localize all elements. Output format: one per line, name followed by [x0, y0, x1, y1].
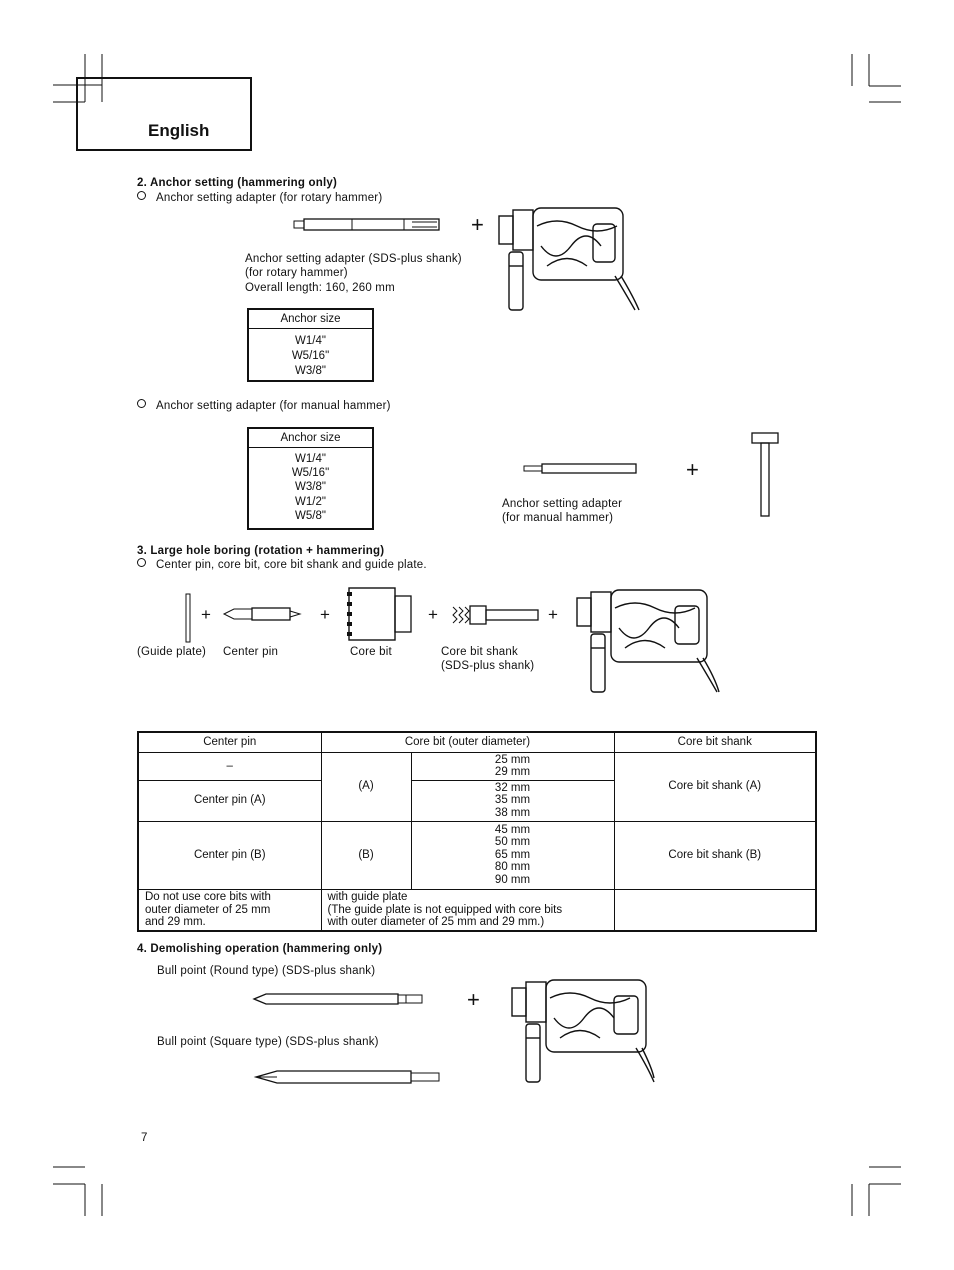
plus-sign: +	[428, 605, 439, 624]
core-bit-bullet: Center pin, core bit, core bit shank and guide plate.	[137, 558, 427, 572]
anchor-size-value: W1/2"	[295, 495, 326, 508]
table-header: Core bit shank	[614, 732, 816, 752]
bull-point-round-icon	[250, 991, 430, 1007]
plus-sign: +	[686, 457, 700, 482]
table-cell: 45 mm 50 mm 65 mm 80 mm 90 mm	[411, 821, 614, 889]
manual-anchor-size-table	[247, 427, 374, 530]
hammer-icon	[748, 430, 788, 520]
table-cell: Core bit shank (A)	[614, 752, 816, 821]
table-header: Center pin	[138, 732, 321, 752]
manual-adapter-bullet: Anchor setting adapter (for manual hammer)	[137, 399, 391, 413]
table-cell: Do not use core bits with outer diameter of 25 mm and 29 mm.	[138, 889, 321, 931]
plus-sign: +	[548, 605, 559, 624]
rotary-hammer-icon	[575, 588, 720, 698]
table-cell: Center pin (A)	[138, 780, 321, 821]
rotary-anchor-size-table	[247, 308, 374, 382]
rotary-hammer-icon	[497, 206, 642, 316]
anchor-size-value: W3/8"	[295, 365, 326, 377]
table-cell: Core bit shank (B)	[614, 821, 816, 889]
guide-plate-icon	[184, 592, 194, 644]
guide-plate-label: (Guide plate)	[137, 646, 207, 658]
rotary-adapter-caption: Anchor setting adapter (SDS-plus shank) (for rotary hammer) Overall length: 160, 260 mm	[245, 253, 462, 294]
bullet-circle-icon	[137, 399, 146, 408]
table-cell: 32 mm 35 mm 38 mm	[411, 780, 614, 821]
core-bit-label: Core bit	[350, 646, 392, 658]
language-box	[76, 77, 252, 151]
table-header: Core bit (outer diameter)	[321, 732, 614, 752]
anchor-size-value: W1/4"	[295, 335, 326, 347]
core-bit-icon	[345, 586, 417, 644]
bullet-circle-icon	[137, 191, 146, 200]
anchor-size-header: Anchor size	[249, 310, 372, 329]
anchor-size-value: W5/16"	[291, 467, 330, 480]
manual-adapter-caption: Anchor setting adapter (for manual hammer)	[502, 498, 623, 525]
bull-point-round-label: Bull point (Round type) (SDS-plus shank)	[157, 965, 376, 977]
core-bit-shank-sublabel: (SDS-plus shank)	[441, 660, 535, 672]
table-cell: 25 mm 29 mm	[411, 752, 614, 780]
table-cell: –	[138, 752, 321, 780]
rotary-hammer-icon	[510, 978, 655, 1088]
anchor-size-value: W3/8"	[295, 481, 326, 494]
rotary-adapter-bullet: Anchor setting adapter (for rotary hammer)	[137, 191, 382, 205]
table-cell: (A)	[321, 752, 411, 821]
anchor-size-value: W5/16"	[291, 350, 330, 362]
table-cell: (B)	[321, 821, 411, 889]
plus-sign: +	[320, 605, 331, 624]
table-cell: with guide plate (The guide plate is not equipped with core bits with outer diameter of 25 mm and 29 mm.)	[321, 889, 614, 931]
plus-sign: +	[471, 212, 485, 237]
anchor-size-value: W1/4"	[295, 453, 326, 465]
center-pin-icon	[222, 606, 304, 622]
bullet-circle-icon	[137, 558, 146, 567]
anchor-size-value: W5/8"	[295, 509, 326, 522]
plus-sign: +	[201, 605, 212, 624]
section-2-heading: 2. Anchor setting (hammering only)	[137, 177, 337, 189]
language-label: English	[148, 121, 210, 140]
section-4-heading: 4. Demolishing operation (hammering only)	[137, 943, 383, 955]
center-pin-label: Center pin	[223, 646, 279, 658]
table-cell	[614, 889, 816, 931]
core-bit-shank-icon	[450, 603, 545, 627]
manual-adapter-illustration	[522, 462, 642, 476]
bull-point-square-label: Bull point (Square type) (SDS-plus shank)	[157, 1036, 379, 1048]
core-bit-shank-label: Core bit shank	[441, 646, 518, 658]
bull-point-square-icon	[253, 1069, 443, 1085]
anchor-size-header: Anchor size	[249, 429, 372, 448]
section-3-heading: 3. Large hole boring (rotation + hammering)	[137, 545, 385, 557]
core-bit-table	[137, 731, 817, 932]
rotary-adapter-illustration	[292, 216, 452, 236]
plus-sign: +	[467, 987, 481, 1012]
table-cell: Center pin (B)	[138, 821, 321, 889]
page-number: 7	[141, 1132, 148, 1144]
